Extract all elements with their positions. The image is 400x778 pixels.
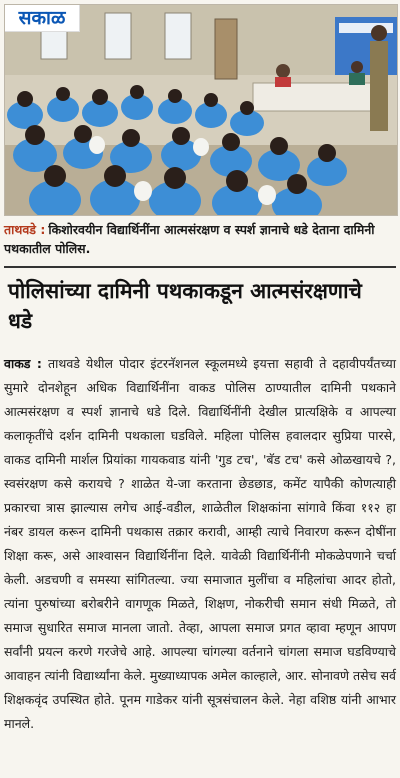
caption-text: किशोरवयीन विद्यार्थिनींना आत्मसंरक्षण व स्पर्श ज्ञानाचे धडे देताना दामिनी पथकातील पोलिस.: [4, 222, 375, 256]
section-divider: [4, 266, 396, 268]
photo-caption: [4, 220, 396, 258]
newspaper-masthead: सकाळ: [5, 5, 80, 32]
article-body: [4, 352, 396, 736]
article-text: ताथवडे येथील पोदार इंटरनॅशनल स्कूलमध्ये इयत्ता सहावी ते दहावीपर्यंतच्या सुमारे दोनशेहून अधिक विद्यार्थिनींना वाकड पोलिस ठाण्यातील दामिनी पथकाने आत्मसंरक्षण व स्पर्श ज्ञानाचे धडे दिले. विद्यार्थिनींनी देखील प्रात्यक्षिके व आपल्या कलाकृतींचे दर्शन दामिनी पथकाला घडविले. महिला पोलिस हवालदार सुप्रिया पारसे, वाकड दामिनी मार्शल प्रियांका गायकवाड यांनी 'गुड टच', 'बॅड टच' कसे ओळखायचे ?, स्वसंरक्षण कसे करायचे ? शाळेत ये-जा करताना छेडछाड, कमेंट यापैकी कोणत्याही प्रकारचा त्रास झाल्यास लगेच आई-वडील, शाळेतील शिक्षकांना सांगावे किंवा ११२ हा नंबर डायल करून दामिनी पथकास तक्रार करावी, आम्ही त्याचे निवारण करून दोषींना शिक्षा करू, असे आश्वासन विद्यार्थिनींना दिले. यावेळी विद्यार्थिनींनी मोकळेपणाने चर्चा केली. अडचणी व समस्या सांगितल्या. ज्या समाजात मुलींचा व महिलांचा आदर होतो, त्यांना पुरुषांच्या बरोबरीने वागणूक मिळते, शिक्षण, नोकरीची समान संधी मिळते, तो समाज सुधारित समाज मानला जातो. तेव्हा, आपला समाज प्रगत व्हावा म्हणून आपण सर्वांनी प्रयत्न करणे गरजेचे आहे. आपल्या चांगल्या वर्तनाने चांगला समाज घडविण्याचे आवाहन त्यांनी विद्यार्थ्यांना केले. मुख्याध्यापक अमेल काल्हाले, आर. सोनावणे तसेच सर्व शिक्षकवृंद उपस्थित होते. पूनम गाडेकर यांनी सूत्रसंचालन केले. नेहा वशिष्ठ यांनी आभार मानले.: [4, 356, 396, 731]
news-photo: [4, 4, 398, 216]
headline: पोलिसांच्या दामिनी पथकाकडून आत्मसंरक्षणाचे धडे: [8, 279, 362, 333]
article-dateline: वाकड :: [4, 356, 42, 371]
caption-place: ताथवडे :: [4, 222, 46, 237]
